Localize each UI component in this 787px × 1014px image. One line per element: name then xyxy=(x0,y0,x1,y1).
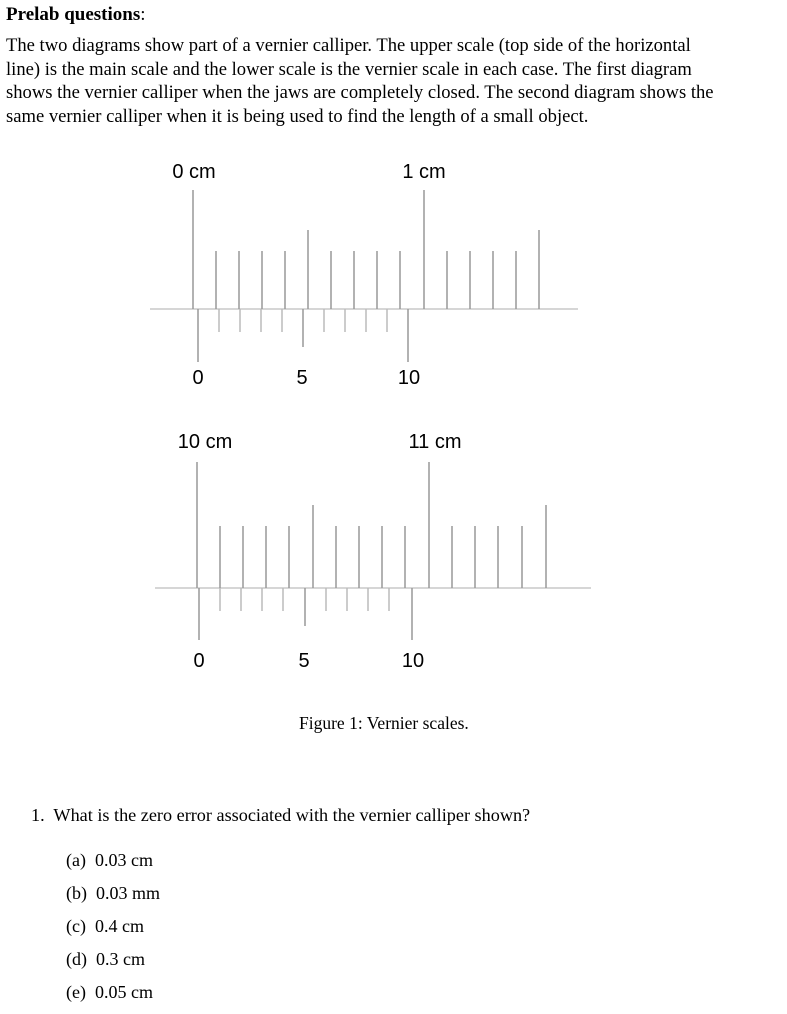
question-1 xyxy=(31,804,530,826)
answer-options xyxy=(66,849,160,1014)
main-scale-label-start: 0 cm xyxy=(172,161,216,183)
figure-caption: Figure 1: Vernier scales. xyxy=(299,713,469,733)
vernier-scale xyxy=(198,309,408,362)
question-number: 1. xyxy=(31,805,45,825)
intro-paragraph xyxy=(6,34,786,129)
page-heading xyxy=(6,2,146,28)
intro-line-2: line) is the main scale and the lower scale is the vernier scale in each case. The first diagram xyxy=(6,58,692,80)
option-label: (a) xyxy=(66,850,86,870)
question-text: What is the zero error associated with the vernier calliper shown? xyxy=(53,805,531,825)
main-scale xyxy=(197,462,546,588)
intro-line-3: shows the vernier calliper when the jaws are completely closed. The second diagram shows the xyxy=(6,82,714,104)
intro-line-1: The two diagrams show part of a vernier calliper. The upper scale (top side of the horizontal xyxy=(6,35,691,56)
option-a xyxy=(66,849,160,882)
heading-title: Prelab questions xyxy=(6,4,141,25)
vernier-label-5: 5 xyxy=(296,367,308,389)
vernier-figure xyxy=(0,150,787,710)
vernier-label-5: 5 xyxy=(298,650,310,672)
vernier-scale xyxy=(199,588,412,640)
option-value: 0.03 cm xyxy=(94,850,153,870)
option-value: 0.03 mm xyxy=(96,883,161,903)
option-c xyxy=(66,915,160,948)
option-d xyxy=(66,948,160,981)
vernier-diagram-measuring xyxy=(155,431,591,672)
option-e xyxy=(66,981,160,1014)
vernier-label-0: 0 xyxy=(193,650,205,672)
main-scale-label-end: 11 cm xyxy=(408,431,462,453)
vernier-label-10: 10 xyxy=(401,650,425,672)
option-label: (b) xyxy=(66,883,87,903)
option-b xyxy=(66,882,160,915)
option-value: 0.05 cm xyxy=(94,982,153,1002)
option-label: (e) xyxy=(66,982,86,1002)
intro-line-4: same vernier calliper when it is being used to find the length of a small object. xyxy=(6,106,589,128)
main-scale-label-end: 1 cm xyxy=(402,161,446,183)
option-value: 0.3 cm xyxy=(96,949,145,969)
vernier-diagram-closed xyxy=(150,161,578,389)
heading-colon: : xyxy=(140,4,146,25)
option-label: (c) xyxy=(66,916,86,936)
vernier-label-0: 0 xyxy=(192,367,204,389)
main-scale xyxy=(193,190,539,309)
option-value: 0.4 cm xyxy=(94,916,144,936)
main-scale-label-start: 10 cm xyxy=(177,431,233,453)
vernier-label-10: 10 xyxy=(397,367,421,389)
option-label: (d) xyxy=(66,949,87,969)
